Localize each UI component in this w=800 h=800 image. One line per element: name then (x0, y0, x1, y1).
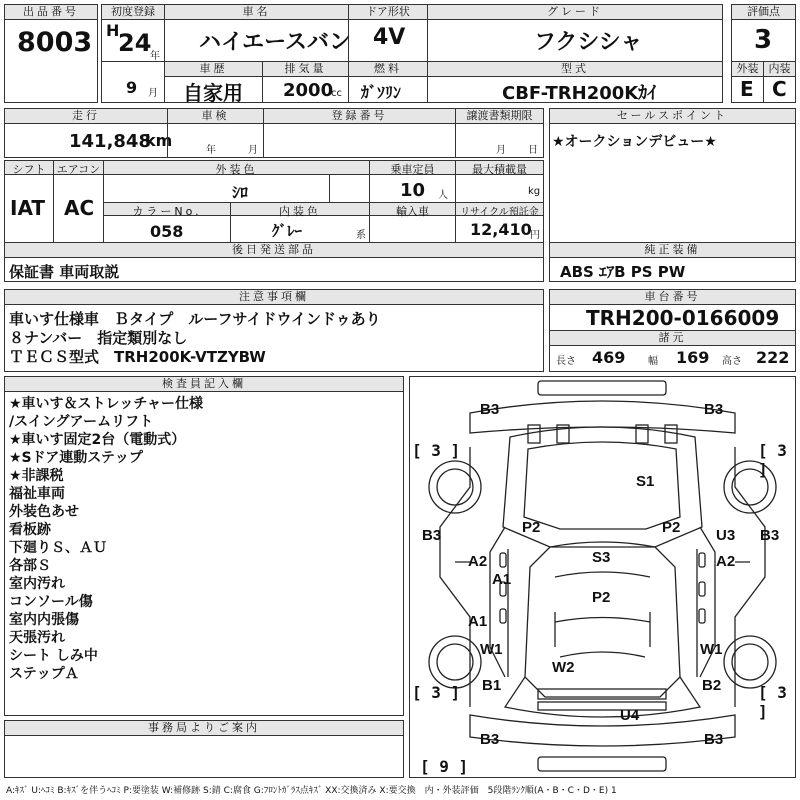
bracket-rear-right: [ 3 ] (758, 683, 787, 721)
ext-color-header: 外装色 (104, 161, 369, 175)
genuine: ABS ｴｱB PS PW (560, 263, 686, 281)
inspector-line: ★Sドア連動ステップ (9, 450, 143, 466)
first-reg-box (101, 4, 165, 62)
damage-mark: W1 (700, 641, 723, 658)
recycle: 12,410 (470, 220, 532, 239)
first-reg-month-unit: 月 (148, 88, 158, 99)
aircon: AC (64, 196, 95, 220)
grade: フクシシャ (534, 30, 643, 55)
vehicle-outline (410, 377, 795, 777)
damage-mark: W1 (480, 641, 503, 658)
first-reg-month-box (101, 61, 165, 103)
reg-no-box (263, 108, 456, 158)
max-load-unit: kg (528, 186, 541, 197)
grid-line (103, 161, 104, 242)
width: 169 (676, 348, 710, 367)
ext-color: ｼﾛ (232, 183, 249, 202)
inspector-line: 天張汚れ (9, 630, 65, 646)
inspector-line: シート しみ中 (9, 648, 98, 664)
grid-line (53, 161, 54, 242)
int-color: ｸﾞﾚｰ (272, 222, 303, 240)
ext-score-header: 外装 (732, 62, 763, 77)
inspector-line: /スイングアームリフト (9, 414, 154, 430)
door-type: 4V (373, 25, 406, 50)
grid-line (230, 202, 231, 242)
damage-mark: P2 (522, 519, 541, 536)
int-color-header: 内装色 (231, 202, 369, 216)
width-label: 幅 (648, 356, 658, 367)
inspector-line: ★車いす＆ストレッチャー仕様 (9, 396, 203, 412)
car-name-header: 車名 (165, 5, 348, 20)
ext-score: E (740, 77, 754, 101)
score-box (731, 4, 796, 62)
inspector-line: 室内内張傷 (9, 612, 79, 628)
recycle-unit: 円 (530, 230, 540, 241)
reg-no-header: 登録番号 (264, 109, 455, 124)
damage-mark: B3 (480, 401, 500, 418)
score: 3 (754, 25, 773, 55)
notes-header: 注意事項欄 (5, 290, 543, 305)
inspection-month-unit: 月 (248, 145, 258, 156)
genuine-box (549, 242, 796, 282)
grade-box (427, 4, 723, 62)
damage-mark: P2 (662, 519, 681, 536)
damage-mark: B3 (760, 527, 780, 544)
sales-point-header: セールスポイント (550, 109, 795, 124)
damage-mark: U3 (716, 527, 736, 544)
inspector-line: ★車いす固定2台（電動式） (9, 432, 186, 448)
lot-box (4, 4, 98, 103)
grid-line (369, 161, 370, 242)
dims-header: 諸元 (550, 330, 795, 346)
inspection-header: 車検 (168, 109, 263, 124)
length: 469 (592, 348, 626, 367)
inspector-line: 外装色あせ (9, 504, 79, 520)
transfer-day-unit: 日 (528, 145, 538, 156)
first-reg-era: H (106, 21, 120, 40)
inspector-line: ステップＡ (9, 666, 79, 682)
bracket-rear-left: [ 3 ] (412, 683, 461, 702)
notes-line-3: ＴＥＣＳ型式 TRH200K-VTZYBW (9, 348, 266, 366)
inspection-year-unit: 年 (206, 145, 216, 156)
notes-line-2: ８ナンバー 指定類別なし (9, 329, 188, 347)
damage-mark: B1 (482, 677, 502, 694)
damage-mark: S3 (592, 549, 611, 566)
bracket-front-left: [ 3 ] (412, 441, 461, 460)
inspector-header: 検査員記入欄 (5, 377, 403, 392)
grade-header: グレード (428, 5, 722, 20)
inspector-line: 各部Ｓ (9, 558, 51, 574)
damage-mark: P2 (592, 589, 611, 606)
damage-mark: B3 (704, 401, 724, 418)
shift-header: シフト (5, 161, 53, 175)
fuel-header: 燃料 (349, 62, 427, 77)
damage-mark: A1 (468, 613, 488, 630)
damage-mark: A2 (716, 553, 736, 570)
door-header: ドア形状 (349, 5, 427, 20)
max-load-header: 最大積載量 (456, 161, 543, 175)
capacity-unit: 人 (438, 190, 448, 201)
inspection-box (167, 108, 264, 158)
first-reg-year-unit: 年 (150, 51, 160, 62)
later-parts-box (4, 242, 544, 282)
chassis-box (549, 289, 796, 372)
mileage: 141,848 (69, 131, 151, 152)
displacement: 2000 (283, 80, 334, 101)
lot-number: 8003 (17, 27, 93, 58)
height-label: 高さ (722, 356, 742, 367)
inspector-line: 看板跡 (9, 522, 51, 538)
history: 自家用 (183, 81, 243, 105)
notes-box (4, 289, 544, 372)
ext-score-box (731, 61, 764, 103)
mileage-unit: km (145, 131, 173, 150)
history-header: 車歴 (165, 62, 262, 77)
damage-mark: A2 (468, 553, 488, 570)
sales-point: ★オークションデビュー★ (552, 134, 717, 150)
office-box (4, 720, 404, 778)
damage-mark: A1 (492, 571, 512, 588)
color-no: 058 (150, 222, 184, 241)
history-box (164, 61, 263, 103)
first-reg-month: 9 (126, 78, 138, 97)
grid-line (455, 161, 456, 242)
model-header: 型式 (428, 62, 722, 77)
transfer-header: 譲渡書類期限 (456, 109, 543, 124)
damage-mark: B3 (704, 731, 724, 748)
inspector-line: 下廻りＳ、ＡＵ (9, 540, 107, 556)
office-header: 事務局よりご案内 (5, 721, 403, 736)
door-box (348, 4, 428, 62)
capacity-header: 乗車定員 (370, 161, 455, 175)
notes-line-1: 車いす仕様車 Ｂタイプ ルーフサイドウインドゥあり (9, 310, 381, 328)
damage-mark: B3 (422, 527, 442, 544)
inspector-line: コンソール傷 (9, 594, 93, 610)
genuine-header: 純正装備 (550, 243, 795, 258)
bracket-bottom: [ 9 ] (420, 757, 469, 776)
later-parts: 保証書 車両取説 (9, 263, 120, 281)
damage-mark: S1 (636, 473, 655, 490)
damage-mark: U4 (620, 707, 640, 724)
fuel: ｶﾞｿﾘﾝ (361, 83, 402, 102)
sales-point-box (549, 108, 796, 258)
capacity: 10 (400, 180, 426, 201)
color-no-header: カラーNo. (104, 202, 230, 216)
recycle-header: リサイクル預託金 (456, 202, 543, 216)
later-parts-header: 後日発送部品 (5, 243, 543, 258)
damage-diagram (409, 376, 796, 778)
displacement-box (262, 61, 349, 103)
displacement-header: 排気量 (263, 62, 348, 77)
chassis-number: TRH200-0166009 (586, 306, 780, 330)
import-header: 輸入車 (370, 202, 455, 216)
first-reg-year: 24 (118, 29, 152, 57)
int-score-header: 内装 (764, 62, 795, 77)
fuel-box (348, 61, 428, 103)
inspector-box (4, 376, 404, 716)
height: 222 (756, 348, 790, 367)
inspector-line: ★非課税 (9, 468, 64, 484)
car-name-box (164, 4, 352, 62)
inspector-line: 室内汚れ (9, 576, 65, 592)
length-label: 長さ (556, 356, 576, 367)
grid-line (329, 175, 330, 202)
inspector-list (9, 395, 203, 683)
transfer-month-unit: 月 (496, 145, 506, 156)
chassis-header: 車台番号 (550, 290, 795, 305)
transfer-box (455, 108, 544, 158)
model-box (427, 61, 723, 103)
legend: A:ｷｽﾞ U:ﾍｺﾐ B:ｷｽﾞを伴うﾍｺﾐ P:要塗装 W:補修跡 S:錆 C:腐食 G:ﾌﾛﾝﾄｶﾞﾗｽ点ｷｽﾞ XX:交換済み X:要交換 内・外装評価 5段階ﾗﾝｸ順(A・B・C・D・E) 1 (6, 786, 617, 796)
int-score: C (772, 77, 787, 101)
score-header: 評価点 (732, 5, 795, 20)
shift: IAT (10, 196, 46, 220)
aircon-header: エアコン (54, 161, 103, 175)
mileage-box (4, 108, 173, 158)
model: CBF-TRH200Kｶｲ (502, 83, 657, 104)
displacement-unit: cc (331, 88, 342, 99)
inspector-line: 福祉車両 (9, 486, 65, 502)
car-name: ハイエースバン (199, 30, 352, 55)
lot-header: 出品番号 (5, 5, 97, 20)
bracket-front-right: [ 3 ] (758, 441, 787, 479)
int-color-unit: 系 (356, 230, 366, 241)
damage-mark: B2 (702, 677, 722, 694)
int-score-box (763, 61, 796, 103)
damage-mark: W2 (552, 659, 575, 676)
damage-mark: B3 (480, 731, 500, 748)
mileage-header: 走行 (5, 109, 167, 124)
first-reg-header: 初度登録 (102, 5, 164, 20)
